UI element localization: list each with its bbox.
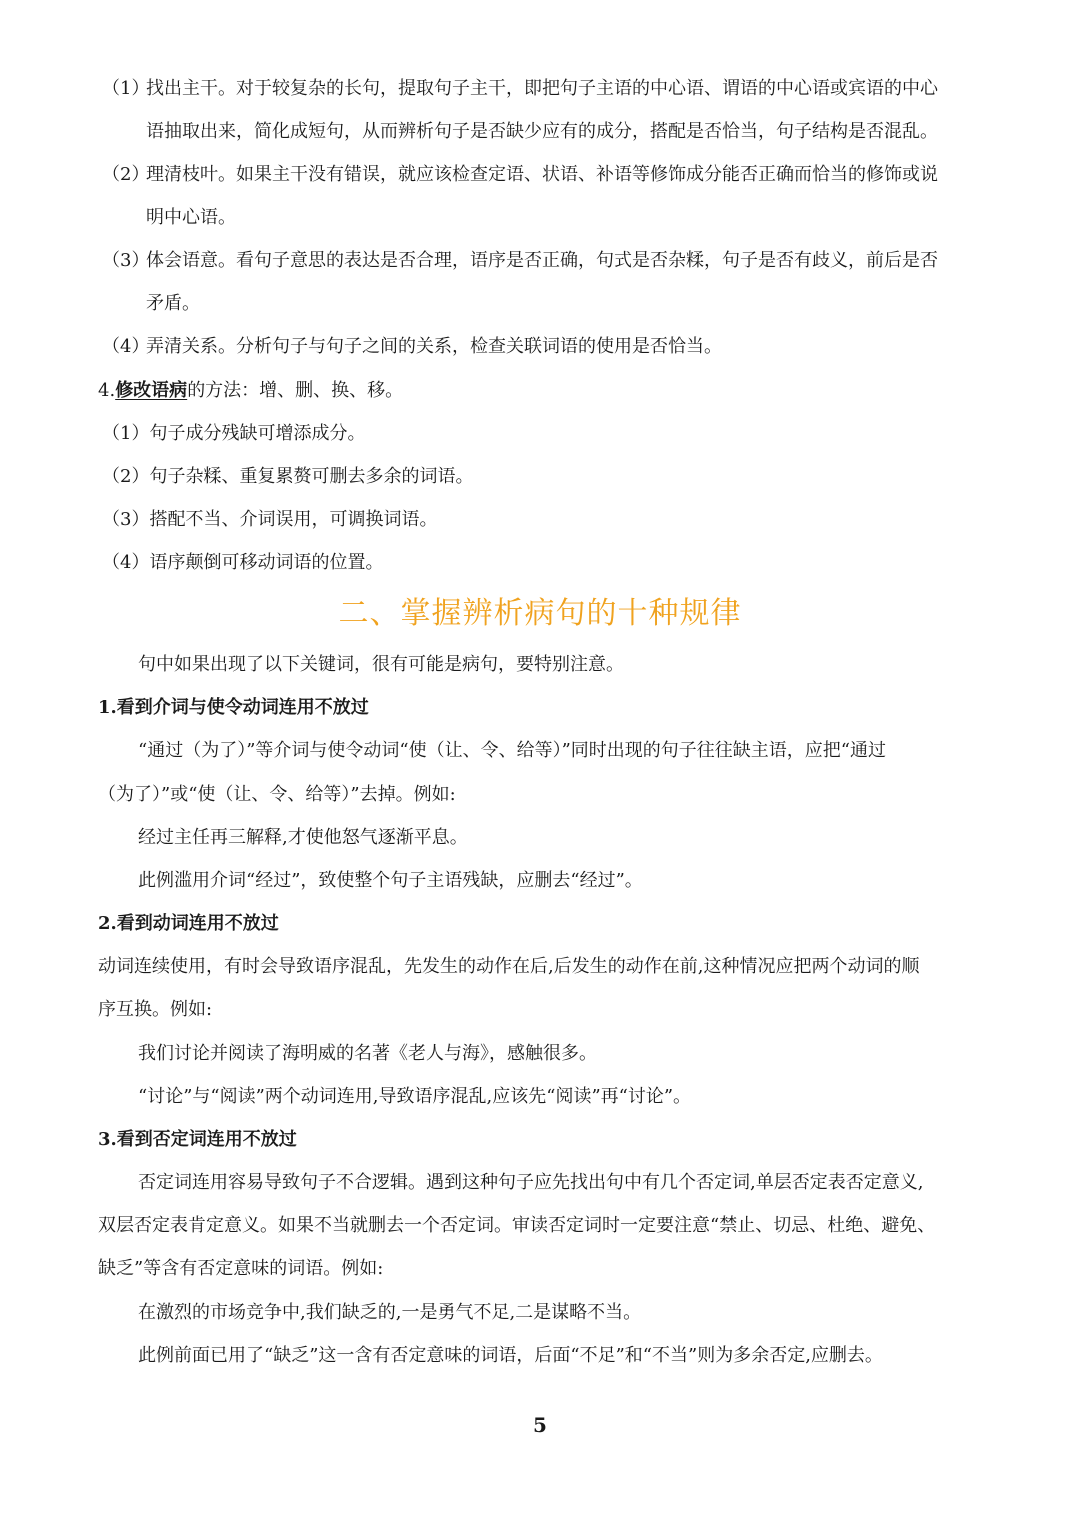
- fix-item-text: （3）搭配不当、介词误用，可调换词语。: [102, 509, 438, 530]
- explanation-text: “讨论”与“阅读”两个动词连用,导致语序混乱,应该先“阅读”再“讨论”。: [138, 1086, 692, 1107]
- paragraph-text: 序互换。例如:: [98, 999, 213, 1020]
- rule-title-text: 1.看到介词与使令动词连用不放过: [98, 697, 369, 718]
- example-text: 在激烈的市场竞争中,我们缺乏的,一是勇气不足,二是谋略不当。: [138, 1302, 642, 1323]
- item-text: 理清枝叶。如果主干没有错误，就应该检查定语、状语、补语等修饰成分能否正确而恰当的修饰或说: [146, 164, 938, 185]
- page-number: 5: [533, 1413, 547, 1437]
- fix-item-text: （4）语序颠倒可移动词语的位置。: [102, 552, 384, 573]
- section-number: 4.: [98, 380, 116, 401]
- fix-methods-title-text: [98, 378, 403, 404]
- paragraph-text: 否定词连用容易导致句子不合逻辑。遇到这种句子应先找出句中有几个否定词,单层否定表否定意义,: [138, 1172, 924, 1193]
- rule-title-text: 2.看到动词连用不放过: [98, 913, 279, 934]
- paragraph-text: 双层否定表肯定意义。如果不当就删去一个否定词。审读否定词时一定要注意“禁止、切忌、杜绝、避免、: [98, 1215, 936, 1236]
- explanation-text: 此例前面已用了“缺乏”这一含有否定意味的词语，后面“不足”和“不当”则为多余否定,应删去。: [138, 1345, 883, 1366]
- explanation-text: 此例滥用介词“经过”，致使整个句子主语残缺，应删去“经过”。: [138, 870, 643, 891]
- item-text: 体会语意。看句子意思的表达是否合理，语序是否正确，句式是否杂糅，句子是否有歧义，前后是否: [146, 250, 938, 271]
- item-label: （2）: [102, 164, 150, 185]
- paragraph-text: 动词连续使用，有时会导致语序混乱，先发生的动作在后,后发生的动作在前,这种情况应把两个动词的顺: [98, 956, 920, 977]
- intro-text: 句中如果出现了以下关键词，很有可能是病句，要特别注意。: [138, 654, 624, 675]
- paragraph-text: （为了）”或“使（让、令、给等）”去掉。例如:: [98, 784, 456, 805]
- item-text: 语抽取出来，简化成短句，从而辨析句子是否缺少应有的成分，搭配是否恰当，句子结构是否混乱。: [146, 121, 938, 142]
- fix-item-text: （1）句子成分残缺可增添成分。: [102, 423, 366, 444]
- item-text: 找出主干。对于较复杂的长句，提取句子主干，即把句子主语的中心语、谓语的中心语或宾语的中心: [146, 78, 938, 99]
- section-heading: 二、掌握辨析病句的十种规律: [338, 596, 742, 631]
- fix-item-text: （2）句子杂糅、重复累赘可删去多余的词语。: [102, 466, 474, 487]
- item-text: 弄清关系。分析句子与句子之间的关系，检查关联词语的使用是否恰当。: [146, 336, 722, 357]
- example-text: 经过主任再三解释,才使他怒气逐渐平息。: [138, 827, 468, 848]
- section-suffix: 的方法：增、删、换、移。: [187, 380, 404, 401]
- rule-title-text: 3.看到否定词连用不放过: [98, 1129, 297, 1150]
- item-text: 矛盾。: [146, 293, 200, 314]
- paragraph-text: “通过（为了）”等介词与使令动词“使（让、令、给等）”同时出现的句子往往缺主语，应把“通过: [138, 740, 887, 761]
- item-text: 明中心语。: [146, 207, 236, 228]
- section-keyword: 修改语病: [115, 380, 188, 401]
- item-label: （3）: [102, 250, 150, 271]
- item-label: （4）: [102, 336, 150, 357]
- example-text: 我们讨论并阅读了海明威的名著《老人与海》，感触很多。: [138, 1043, 597, 1064]
- item-label: （1）: [102, 78, 150, 99]
- paragraph-text: 缺乏”等含有否定意味的词语。例如:: [98, 1258, 384, 1279]
